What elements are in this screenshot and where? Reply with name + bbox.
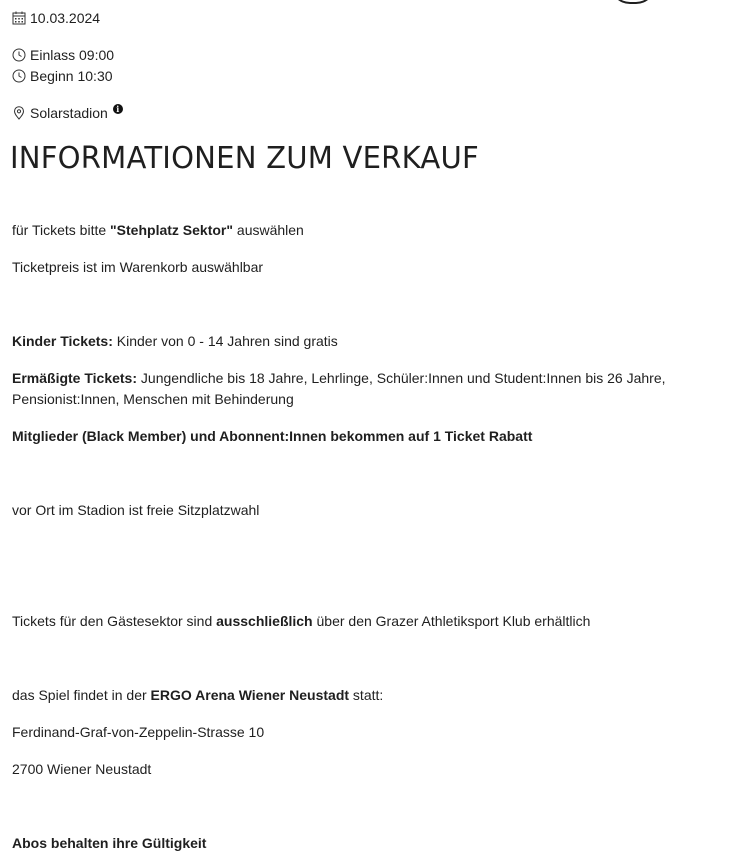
reduced-tickets-note [12, 368, 692, 410]
arena-prefix: das Spiel findet in der [12, 687, 151, 703]
seating-note: vor Ort im Stadion ist freie Sitzplatzwahl [12, 502, 260, 518]
clock-icon [12, 69, 26, 83]
select-prefix: für Tickets bitte [12, 222, 111, 238]
kids-tickets-label: Kinder Tickets: [12, 333, 113, 349]
select-sector-name: "Stehplatz Sektor" [110, 222, 234, 238]
event-entry [12, 46, 114, 64]
event-start [12, 67, 113, 85]
event-entry-text: Einlass 09:00 [30, 47, 115, 63]
event-venue [12, 104, 123, 122]
arena-note [12, 685, 692, 706]
kids-tickets-text: Kinder von 0 - 14 Jahren sind gratis [112, 333, 338, 349]
ticket-selection-note [12, 220, 692, 241]
clock-icon [12, 48, 26, 62]
price-note: Ticketpreis ist im Warenkorb auswählbar [12, 259, 264, 275]
arena-name: ERGO Arena Wiener Neustadt [150, 687, 350, 703]
guest-prefix: Tickets für den Gästesektor sind [12, 613, 217, 629]
event-date-text: 10.03.2024 [30, 10, 101, 26]
info-icon[interactable]: i [113, 104, 123, 114]
abos-note: Abos behalten ihre Gültigkeit [12, 835, 207, 851]
guest-suffix: über den Grazer Athletiksport Klub erhältlich [312, 613, 591, 629]
guest-sector-note [12, 611, 692, 632]
arena-suffix: statt: [349, 687, 384, 703]
event-start-text: Beginn 10:30 [30, 68, 113, 84]
event-date [12, 9, 100, 27]
select-suffix: auswählen [233, 222, 304, 238]
address-city: 2700 Wiener Neustadt [12, 761, 152, 777]
address-street: Ferdinand-Graf-von-Zeppelin-Strasse 10 [12, 724, 265, 740]
map-pin-icon [12, 106, 26, 120]
calendar-icon [12, 11, 26, 25]
logo-fragment [610, 0, 656, 4]
kids-tickets-note [12, 331, 692, 352]
members-note: Mitglieder (Black Member) und Abonnent:Innen bekommen auf 1 Ticket Rabatt [12, 428, 533, 444]
reduced-tickets-label: Ermäßigte Tickets: [12, 370, 138, 386]
reduced-tickets-text: Jungendliche bis 18 Jahre, Lehrlinge, Schüler:Innen und Student:Innen bis 26 Jahre, Pensionist:Innen, Menschen mit Behinderung [12, 370, 666, 407]
event-venue-text[interactable]: Solarstadion [30, 105, 108, 121]
guest-emphasis: ausschließlich [216, 613, 313, 629]
page-title: INFORMATIONEN ZUM VERKAUF [10, 141, 479, 176]
